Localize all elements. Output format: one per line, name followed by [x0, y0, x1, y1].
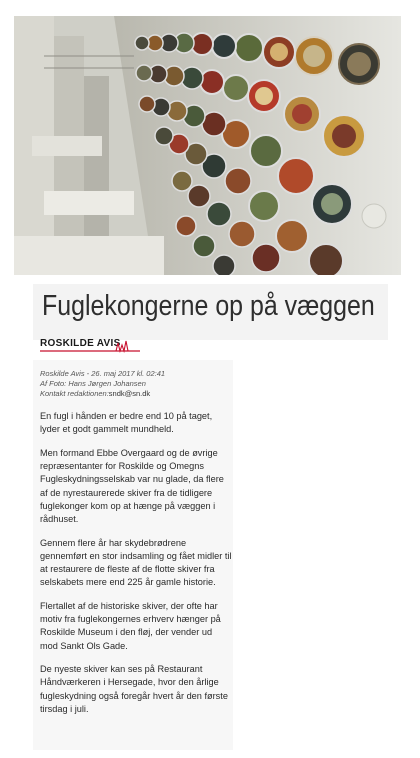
article-paragraph: En fugl i hånden er bedre end 10 på taget, lyder et godt gammelt mundheld. — [40, 411, 213, 435]
contact-label: Kontakt redaktionen: — [40, 389, 109, 398]
article-paragraph: Gennem flere år har skydebrødrene gennemført en stor indsamling og fået midler til at restaurere de fleste af de flotte skiver fra selskabets mere end 225 år gamle historie. — [40, 537, 232, 588]
article-paragraph: Men formand Ebbe Overgaard og de øvrige repræsentanter for Roskilde og Omegns Fugleskydningsselskab var nu glade, da flere af de nyrestaurerede skiver fra de tidligere fuglekonger kom op at hænge på væggen i rådhuset. — [40, 447, 224, 524]
article-headline: Fuglekongerne op på væggen — [42, 290, 375, 322]
article-date: Roskilde Avis - 26. maj 2017 kl. 02:41 — [40, 369, 166, 378]
logo-text: ROSKILDE AVIS — [40, 338, 121, 349]
article-paragraph: Flertallet af de historiske skiver, der ofte har motiv fra fuglekongernes erhverv hænger på Roskilde Museum i den fløj, der vender ud mod Sankt Ols Gade. — [40, 600, 221, 651]
article-body — [40, 410, 232, 727]
article-paragraph: De nyeste skiver kan ses på Restaurant Håndværkeren i Hersegade, hvor den årlige fugleskydning også foregår hvert år den første tirsdag i juli. — [40, 664, 228, 714]
article-meta — [40, 369, 230, 399]
article-photo — [14, 16, 401, 275]
atrium-wall-photo — [14, 16, 401, 275]
logo-skyline-icon — [40, 339, 140, 353]
article-contact — [40, 389, 230, 399]
contact-email-link[interactable]: sndk@sn.dk — [108, 389, 151, 398]
article-author: Af Foto: Hans Jørgen Johansen — [40, 379, 146, 388]
roskilde-avis-logo — [40, 339, 140, 353]
